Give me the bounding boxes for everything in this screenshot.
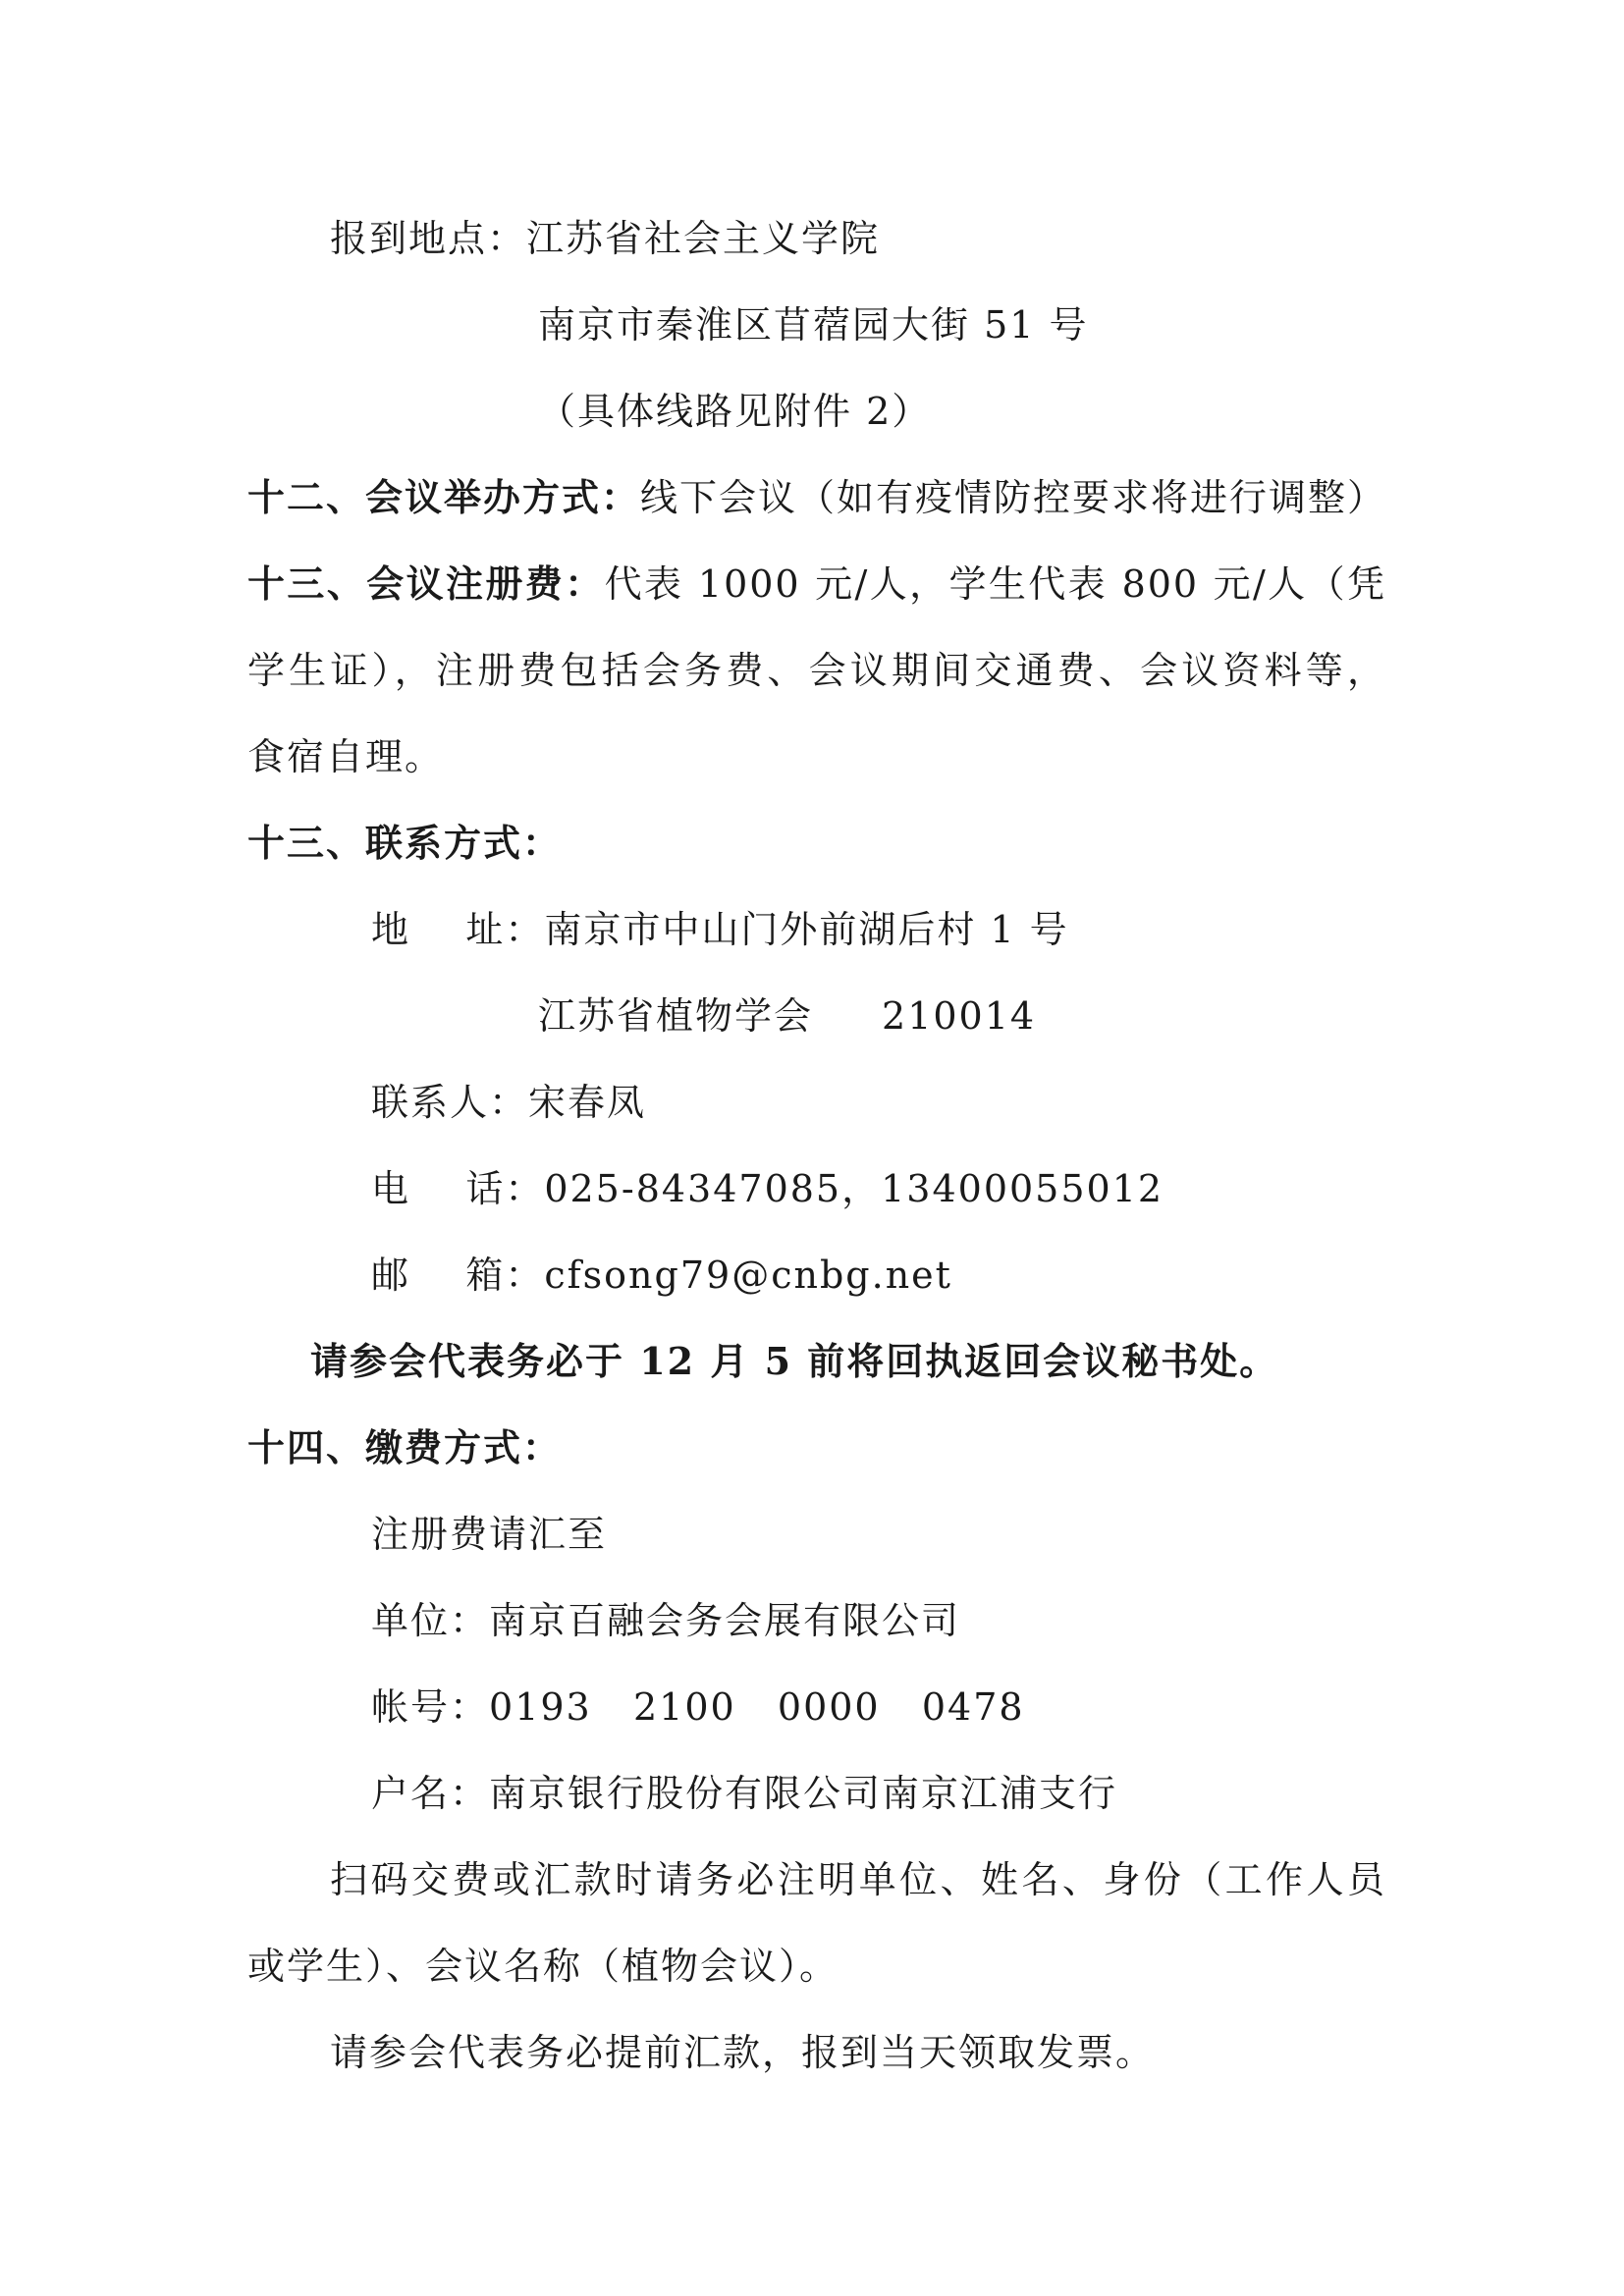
payment-note-line-2: 或学生）、会议名称（植物会议）。 (247, 1945, 839, 1988)
contact-phone-line (371, 1163, 1164, 1214)
contact-postcode: 210014 (882, 994, 1037, 1038)
contact-address-line-2 (538, 990, 1036, 1041)
fee-line-2: 学生证），注册费包括会务费、会议期间交通费、会议资料等， (247, 649, 1386, 692)
fee-text-1: 代表 1000 元/人，学生代表 800 元/人（凭 (604, 562, 1386, 606)
fee-line-3: 食宿自理。 (247, 735, 445, 778)
payment-holder-line (371, 1768, 1117, 1819)
payment-account-label: 帐号： (371, 1685, 490, 1729)
receipt-notice: 请参会代表务必于 12 月 5 前将回执返回会议秘书处。 (310, 1339, 1279, 1383)
contact-email-line (371, 1250, 952, 1301)
registration-line (330, 213, 880, 264)
contact-person-line (371, 1077, 646, 1128)
payment-note-line-1: 扫码交费或汇款时请务必注明单位、姓名、身份（工作人员 (330, 1858, 1386, 1901)
registration-venue: 江苏省社会主义学院 (526, 217, 881, 260)
payment-account: 0193 2100 0000 0478 (489, 1685, 1025, 1729)
payment-unit: 南京百融会务会展有限公司 (489, 1599, 961, 1642)
meeting-format-text: 线下会议（如有疫情防控要求将进行调整） (640, 476, 1387, 519)
payment-holder-label: 户名： (371, 1772, 490, 1815)
fee-line-1 (247, 559, 1386, 610)
contact-person-label: 联系人： (371, 1081, 529, 1124)
contact-email-label: 邮 箱： (371, 1254, 545, 1297)
payment-intro: 注册费请汇至 (371, 1513, 608, 1556)
contact-address-line (371, 904, 1069, 955)
contact-email[interactable]: cfsong79@cnbg.net (544, 1254, 952, 1297)
contact-address: 南京市中山门外前湖后村 1 号 (544, 908, 1069, 951)
contact-phone-label: 电 话： (371, 1167, 545, 1210)
meeting-format-heading: 十二、会议举办方式： (247, 475, 641, 519)
payment-heading: 十四、缴费方式： (247, 1425, 563, 1469)
contact-heading: 十三、联系方式： (247, 821, 563, 865)
registration-route-note: （具体线路见附件 2） (538, 390, 932, 433)
contact-org: 江苏省植物学会 (538, 994, 814, 1038)
payment-account-line (371, 1682, 1025, 1733)
contact-phone: 025-84347085，13400055012 (544, 1167, 1164, 1210)
contact-address-label: 地 址： (371, 908, 545, 951)
payment-advance-note: 请参会代表务必提前汇款，报到当天领取发票。 (330, 2031, 1156, 2074)
fee-heading: 十三、会议注册费： (247, 561, 605, 606)
payment-unit-line (371, 1595, 960, 1646)
registration-label: 报到地点： (330, 217, 527, 260)
registration-address: 南京市秦淮区苜蓿园大街 51 号 (538, 303, 1089, 347)
meeting-format-line (247, 472, 1386, 523)
contact-person: 宋春凤 (528, 1081, 647, 1124)
payment-unit-label: 单位： (371, 1599, 490, 1642)
payment-holder: 南京银行股份有限公司南京江浦支行 (489, 1772, 1118, 1815)
